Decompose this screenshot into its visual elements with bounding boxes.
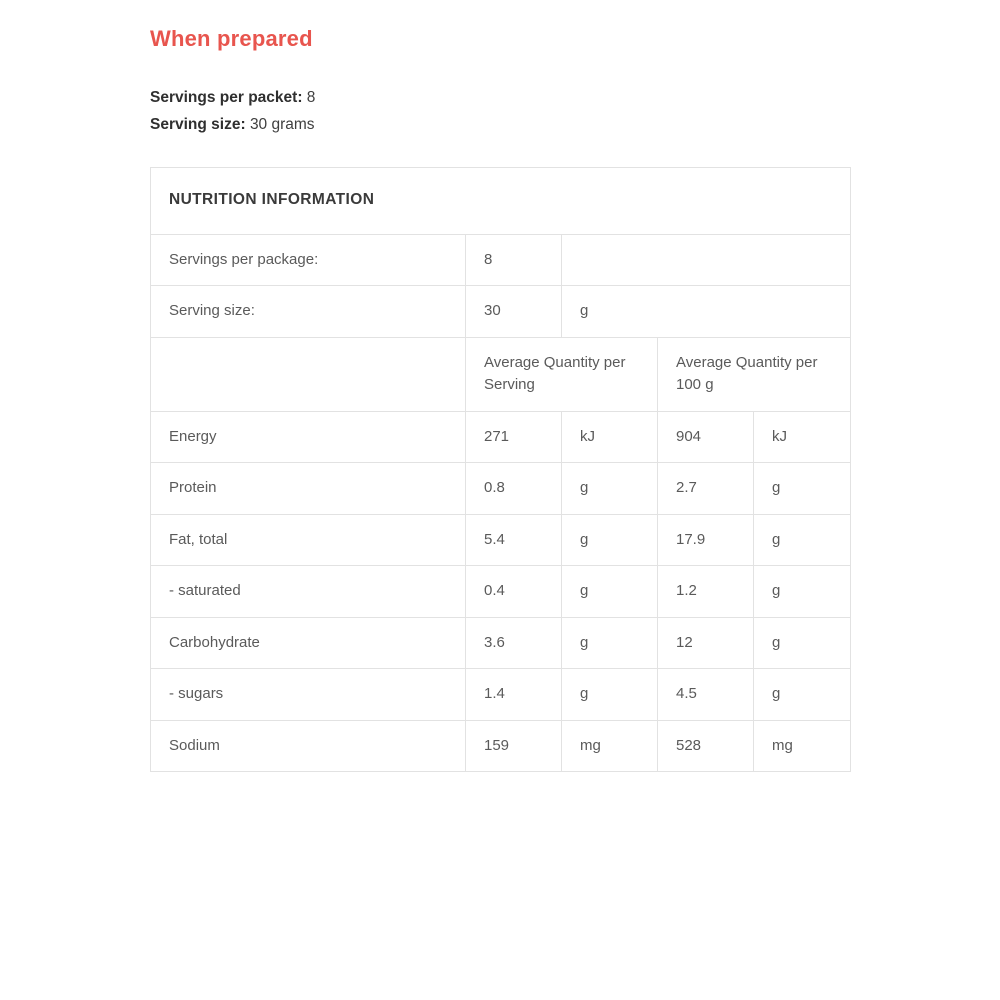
- nutrient-serving-unit: mg: [562, 720, 658, 772]
- serving-size-cell-unit: g: [562, 286, 851, 338]
- table-row: [151, 234, 851, 286]
- nutrient-serving-value: 0.4: [466, 566, 562, 618]
- table-row: [151, 411, 851, 463]
- nutrient-hundred-unit: g: [754, 669, 851, 721]
- nutrient-label: Fat, total: [151, 514, 466, 566]
- serving-size-cell-label: Serving size:: [151, 286, 466, 338]
- nutrient-serving-value: 0.8: [466, 463, 562, 515]
- nutrient-hundred-value: 528: [658, 720, 754, 772]
- serving-size-value: 30 grams: [249, 116, 315, 134]
- nutrient-serving-value: 5.4: [466, 514, 562, 566]
- serving-summary: [150, 86, 850, 137]
- nutrient-hundred-unit: mg: [754, 720, 851, 772]
- nutrient-serving-value: 3.6: [466, 617, 562, 669]
- nutrient-serving-value: 159: [466, 720, 562, 772]
- table-header-row: [151, 337, 851, 411]
- table-row: [151, 286, 851, 338]
- servings-per-packet-value: 8: [306, 89, 316, 107]
- nutrient-serving-unit: g: [562, 669, 658, 721]
- nutrition-information-table: [150, 167, 851, 772]
- table-row: [151, 617, 851, 669]
- serving-size-cell-value: 30: [466, 286, 562, 338]
- nutrient-serving-unit: kJ: [562, 411, 658, 463]
- nutrient-hundred-value: 17.9: [658, 514, 754, 566]
- header-blank: [151, 337, 466, 411]
- nutrient-hundred-value: 1.2: [658, 566, 754, 618]
- table-row: [151, 720, 851, 772]
- nutrient-label: Carbohydrate: [151, 617, 466, 669]
- nutrient-hundred-value: 904: [658, 411, 754, 463]
- nutrient-hundred-unit: kJ: [754, 411, 851, 463]
- table-title: NUTRITION INFORMATION: [151, 168, 851, 234]
- table-row: [151, 566, 851, 618]
- table-row: [151, 514, 851, 566]
- nutrient-hundred-value: 2.7: [658, 463, 754, 515]
- table-row: [151, 463, 851, 515]
- header-average-quantity-per-serving: Average Quantity per Serving: [466, 337, 658, 411]
- nutrient-serving-value: 271: [466, 411, 562, 463]
- nutrient-hundred-value: 12: [658, 617, 754, 669]
- servings-per-package-unit: [562, 234, 851, 286]
- serving-size-label: Serving size:: [150, 116, 246, 134]
- header-average-quantity-per-100g: Average Quantity per 100 g: [658, 337, 851, 411]
- servings-per-package-value: 8: [466, 234, 562, 286]
- nutrient-serving-unit: g: [562, 514, 658, 566]
- nutrient-serving-unit: g: [562, 617, 658, 669]
- nutrient-label: - saturated: [151, 566, 466, 618]
- nutrient-serving-value: 1.4: [466, 669, 562, 721]
- nutrient-label: Sodium: [151, 720, 466, 772]
- nutrient-hundred-unit: g: [754, 463, 851, 515]
- table-row: [151, 669, 851, 721]
- nutrient-hundred-unit: g: [754, 566, 851, 618]
- servings-per-package-label: Servings per package:: [151, 234, 466, 286]
- servings-per-packet-label: Servings per packet:: [150, 89, 303, 107]
- nutrient-serving-unit: g: [562, 566, 658, 618]
- servings-per-packet-row: [150, 86, 850, 110]
- nutrient-hundred-value: 4.5: [658, 669, 754, 721]
- table-title-row: [151, 168, 851, 234]
- nutrient-label: Energy: [151, 411, 466, 463]
- nutrient-hundred-unit: g: [754, 514, 851, 566]
- nutrient-hundred-unit: g: [754, 617, 851, 669]
- nutrient-label: Protein: [151, 463, 466, 515]
- nutrient-serving-unit: g: [562, 463, 658, 515]
- serving-size-row: [150, 113, 850, 137]
- page-title: When prepared: [150, 26, 313, 51]
- nutrient-label: - sugars: [151, 669, 466, 721]
